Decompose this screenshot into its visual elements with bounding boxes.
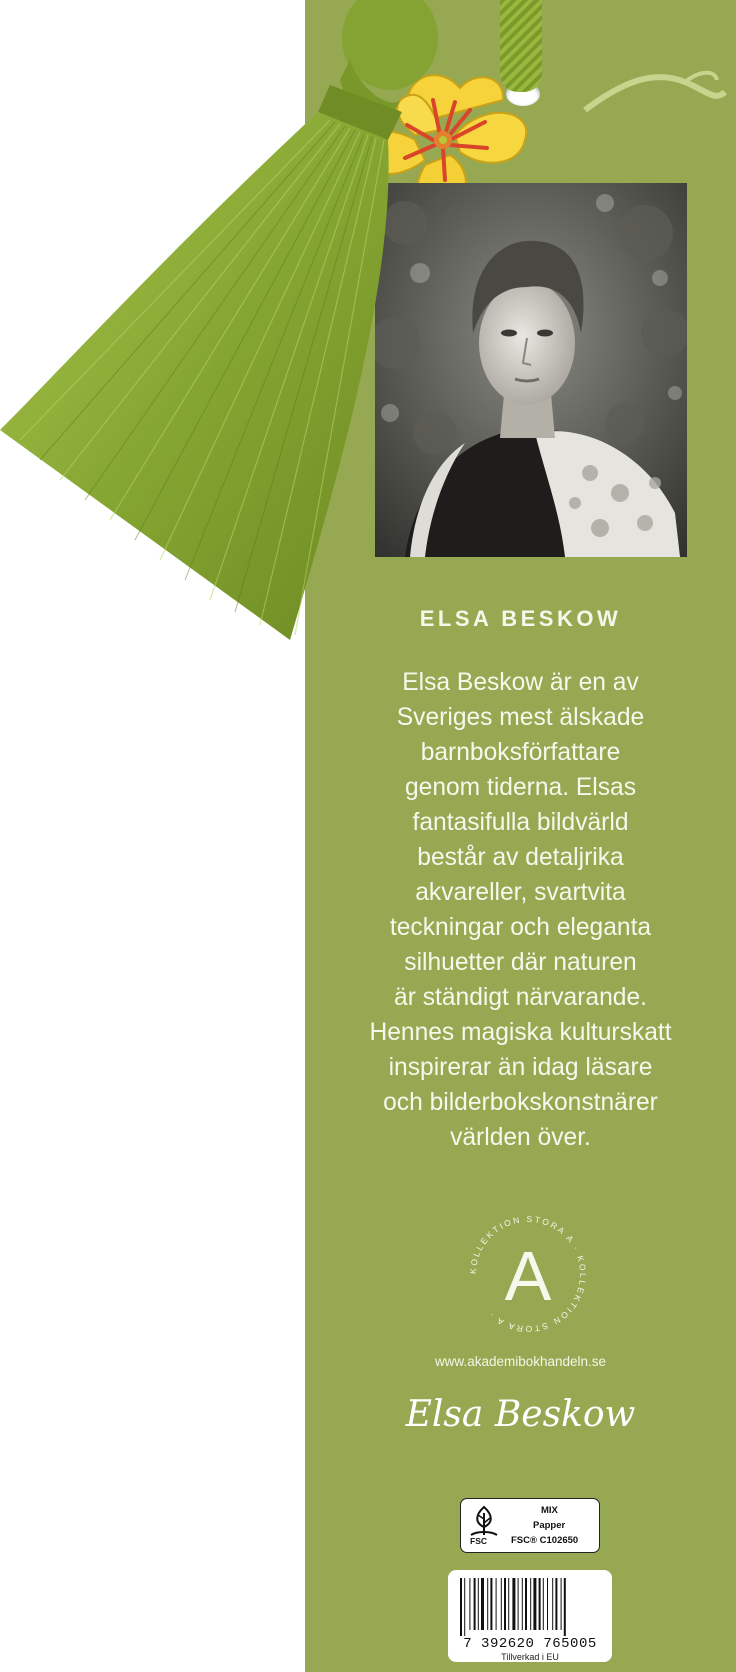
- barcode: [448, 1570, 612, 1662]
- bio-line: barnboksförfattare: [420, 739, 621, 766]
- fsc-label: [460, 1498, 600, 1553]
- bio-line: Sveriges mest älskade: [396, 704, 645, 731]
- green-tassel: [0, 0, 450, 640]
- barcode-digits: 7 392620 765005: [463, 1636, 597, 1652]
- fsc-mix: MIX: [541, 1505, 558, 1516]
- bio-line: fantasifulla bildvärld: [412, 809, 629, 836]
- bio-line: världen över.: [450, 1124, 591, 1151]
- bio-line: och bilderbokskonstnärer: [383, 1089, 658, 1116]
- made-in-label: Tillverkad i EU: [501, 1652, 559, 1662]
- signature-logo: Elsa Beskow: [405, 1394, 636, 1435]
- website-url: www.akademibokhandeln.se: [434, 1354, 607, 1369]
- bio-line: Hennes magiska kulturskatt: [369, 1019, 672, 1046]
- bio-line: silhuetter där naturen: [404, 949, 637, 976]
- bio-line: teckningar och eleganta: [389, 914, 652, 941]
- logo-ring-text: KOLLEKTION STORA A · KOLLEKTION STORA A ·: [467, 1213, 589, 1335]
- bio-line: består av detaljrika: [417, 844, 624, 871]
- bio-line: akvareller, svartvita: [415, 879, 626, 906]
- bio-line: är ständigt närvarande.: [394, 984, 647, 1011]
- bio-line: Elsa Beskow är en av: [402, 669, 639, 696]
- barcode-bars: [458, 1578, 602, 1636]
- logo-letter: A: [504, 1237, 552, 1315]
- bio-line: genom tiderna. Elsas: [404, 774, 637, 801]
- fsc-word: FSC: [470, 1536, 487, 1546]
- fsc-code: FSC® C102650: [511, 1535, 579, 1546]
- author-name-heading: ELSA BESKOW: [419, 606, 622, 631]
- bio-line: inspirerar än idag läsare: [388, 1054, 653, 1081]
- kollektion-stora-a-logo: [462, 1208, 594, 1340]
- author-bio: [305, 665, 736, 1155]
- fsc-paper: Papper: [533, 1520, 566, 1531]
